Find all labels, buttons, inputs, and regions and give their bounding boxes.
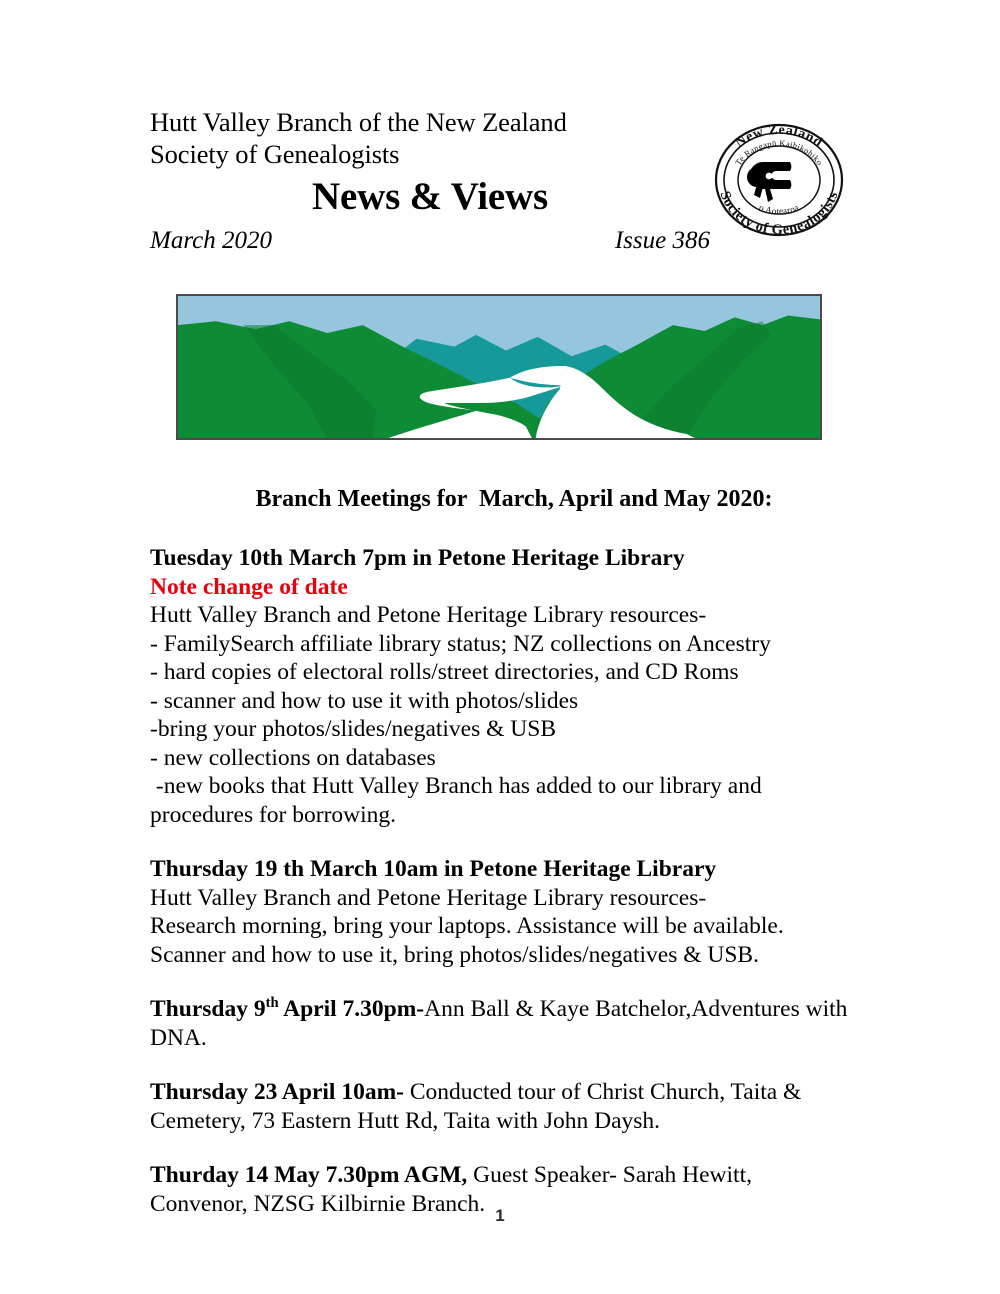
section-heading: Branch Meetings for March, April and May 2020:: [255, 486, 773, 512]
seal-inner-bottom-text: o Aotearoa: [757, 202, 801, 217]
page-number: 1: [495, 1206, 505, 1225]
event-april-9: [150, 995, 850, 1052]
meeting-heading: Tuesday 10th March 7pm in Petone Heritage Library: [150, 545, 685, 571]
event-body: Conducted tour of Christ Church, Taita & Cemetery, 73 Eastern Hutt Rd, Taita with John Daysh.: [150, 1079, 802, 1134]
event-body: Ann Ball & Kaye Batchelor,Adventures with DNA.: [150, 996, 848, 1051]
meeting-line: -new books that Hutt Valley Branch has added to our library and: [150, 773, 762, 799]
meeting-line: - scanner and how to use it with photos/slides: [150, 687, 579, 714]
page-title: News & Views: [312, 175, 548, 218]
issue-number: Issue 386: [614, 227, 710, 254]
meeting-block-march-10: [150, 544, 850, 829]
meeting-line: Hutt Valley Branch and Petone Heritage Library resources-: [150, 884, 707, 911]
meeting-line: - FamilySearch affiliate library status; NZ collections on Ancestry: [150, 630, 771, 657]
organisation-title-line-2: Society of Genealogists: [150, 139, 400, 169]
issue-line: [150, 226, 710, 256]
issue-date: March 2020: [150, 227, 272, 254]
newsletter-body: [150, 484, 850, 1218]
seal-outer-top-text: New Zealand: [732, 122, 826, 151]
meeting-line: Hutt Valley Branch and Petone Heritage Library resources-: [150, 602, 707, 628]
meeting-line: procedures for borrowing.: [150, 801, 397, 828]
meeting-line: - new collections on databases: [150, 744, 436, 771]
meeting-heading: Thursday 19 th March 10am in Petone Heritage Library: [150, 856, 717, 882]
event-body: Guest Speaker- Sarah Hewitt, Convenor, NZSG Kilbirnie Branch.: [150, 1162, 752, 1217]
meeting-line: Scanner and how to use it, bring photos/slides/negatives & USB.: [150, 941, 759, 968]
event-bold-prefix: Thursday 23 April 10am-: [150, 1079, 404, 1105]
seal-inner-top-text: Te Rangapū Kaihikohiko: [732, 137, 826, 168]
event-ordinal-suffix: th: [265, 995, 279, 1012]
meeting-block-march-19: [150, 855, 850, 969]
meeting-line: -bring your photos/slides/negatives & USB: [150, 716, 557, 742]
organisation-title-line-1: Hutt Valley Branch of the New Zealand: [150, 107, 567, 137]
event-bold-prefix: Thursday 9: [150, 996, 266, 1022]
meeting-line: - hard copies of electoral rolls/street directories, and CD Roms: [150, 659, 739, 685]
valley-landscape-illustration: [176, 294, 822, 440]
meeting-note: Note change of date: [150, 573, 348, 600]
event-bold-prefix: Thurday 14 May 7.30pm AGM,: [150, 1162, 468, 1188]
event-april-23: [150, 1078, 850, 1135]
organisation-title: [150, 106, 690, 170]
meeting-line: Research morning, bring your laptops. Assistance will be available.: [150, 913, 784, 939]
seal-outer-bottom-text: Society of Genealogists: [716, 189, 842, 239]
event-bold-suffix: April 7.30pm-: [278, 996, 425, 1022]
nzsg-seal-logo: [705, 110, 853, 250]
